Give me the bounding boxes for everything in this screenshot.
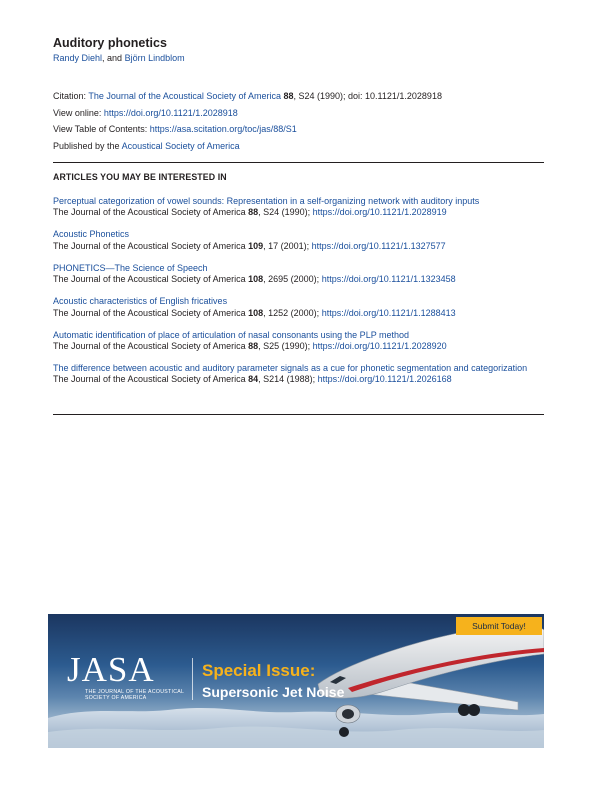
related-article-doi-link[interactable]: https://doi.org/10.1121/1.2026168 <box>317 374 452 385</box>
related-article-pages: , 1252 (2000); <box>263 307 322 318</box>
related-article-volume: 88 <box>248 207 259 218</box>
related-article-journal: The Journal of the Acoustical Society of America <box>53 207 249 218</box>
page-title: Auditory phonetics <box>53 36 167 50</box>
related-article-journal: The Journal of the Acoustical Society of America <box>53 374 249 385</box>
related-article-journal: The Journal of the Acoustical Society of America <box>53 307 249 318</box>
related-article <box>53 263 544 286</box>
related-articles-list <box>53 196 544 396</box>
related-article-citation <box>53 274 544 285</box>
view-toc-link[interactable]: https://asa.scitation.org/toc/jas/88/S1 <box>149 124 297 135</box>
ad-subheadline: Supersonic Jet Noise <box>202 684 345 700</box>
related-article-volume: 84 <box>248 374 259 385</box>
related-article-doi-link[interactable]: https://doi.org/10.1121/1.2028919 <box>312 207 447 218</box>
publisher-link[interactable]: Acoustical Society of America <box>121 140 240 151</box>
citation-line <box>53 88 442 105</box>
view-toc-label: View Table of Contents: <box>53 124 150 135</box>
related-article-citation <box>53 341 544 352</box>
citation-volume: 88 <box>283 91 294 101</box>
jasa-logo-subtitle: THE JOURNAL OF THE ACOUSTICAL SOCIETY OF AMERICA <box>85 689 185 701</box>
author-link[interactable]: Björn Lindblom <box>124 53 185 63</box>
published-by-line <box>53 138 442 155</box>
related-article-volume: 108 <box>248 307 264 318</box>
related-article <box>53 196 544 219</box>
related-article <box>53 229 544 252</box>
related-article-volume: 109 <box>248 240 264 251</box>
citation-journal-link[interactable]: The Journal of the Acoustical Society of America <box>88 91 281 101</box>
author-list <box>53 53 185 63</box>
related-article-journal: The Journal of the Acoustical Society of America <box>53 341 249 352</box>
related-article-citation <box>53 241 544 252</box>
view-online-label: View online: <box>53 107 104 118</box>
related-articles-heading: ARTICLES YOU MAY BE INTERESTED IN <box>53 172 227 182</box>
related-article-journal: The Journal of the Acoustical Society of America <box>53 274 249 285</box>
related-article-doi-link[interactable]: https://doi.org/10.1121/1.1323458 <box>321 274 456 285</box>
view-online-link[interactable]: https://doi.org/10.1121/1.2028918 <box>103 107 238 118</box>
related-article-title-link[interactable]: The difference between acoustic and auditory parameter signals as a cue for phonetic segmentation and categorization <box>53 363 528 374</box>
related-article-pages: , S24 (1990); <box>258 207 313 218</box>
related-article-citation <box>53 308 544 319</box>
related-article-citation <box>53 374 544 385</box>
citation-rest: , S24 (1990); doi: 10.1121/1.2028918 <box>293 91 442 101</box>
related-article-title-link[interactable]: Perceptual categorization of vowel sounds: Representation in a self-organizing network with auditory inputs <box>53 196 480 206</box>
related-article-title-link[interactable]: Acoustic Phonetics <box>53 229 130 240</box>
related-article-journal: The Journal of the Acoustical Society of America <box>53 240 249 251</box>
related-article <box>53 363 544 386</box>
related-article <box>53 330 544 353</box>
author-link[interactable]: Randy Diehl <box>53 53 103 63</box>
ad-headline: Special Issue: <box>202 661 316 680</box>
divider-top <box>53 162 544 163</box>
published-by-label: Published by the <box>53 140 122 151</box>
related-article-title-link[interactable]: PHONETICS—The Science of Speech <box>53 262 208 273</box>
divider-bottom <box>53 414 544 415</box>
related-article-pages: , S25 (1990); <box>258 341 313 352</box>
jasa-logo: JASA <box>67 650 155 689</box>
view-online-line <box>53 105 442 122</box>
related-article-volume: 88 <box>248 341 259 352</box>
related-article-pages: , 17 (2001); <box>263 240 312 251</box>
related-article-citation <box>53 207 544 218</box>
related-article-volume: 108 <box>248 274 264 285</box>
author-separator: , and <box>102 53 125 63</box>
related-article-doi-link[interactable]: https://doi.org/10.1121/1.1288413 <box>321 307 456 318</box>
related-article-doi-link[interactable]: https://doi.org/10.1121/1.1327577 <box>311 240 446 251</box>
related-article <box>53 296 544 319</box>
related-article-title-link[interactable]: Acoustic characteristics of English fricatives <box>53 296 228 307</box>
related-article-doi-link[interactable]: https://doi.org/10.1121/1.2028920 <box>312 341 447 352</box>
related-article-title-link[interactable]: Automatic identification of place of articulation of nasal consonants using the PLP method <box>53 329 410 340</box>
citation-label: Citation: <box>53 91 89 101</box>
related-article-pages: , 2695 (2000); <box>263 274 322 285</box>
view-toc-line <box>53 121 442 138</box>
submit-today-button[interactable]: Submit Today! <box>456 617 542 635</box>
article-meta <box>53 88 442 154</box>
logo-divider <box>192 658 193 700</box>
related-article-pages: , S214 (1988); <box>258 374 318 385</box>
